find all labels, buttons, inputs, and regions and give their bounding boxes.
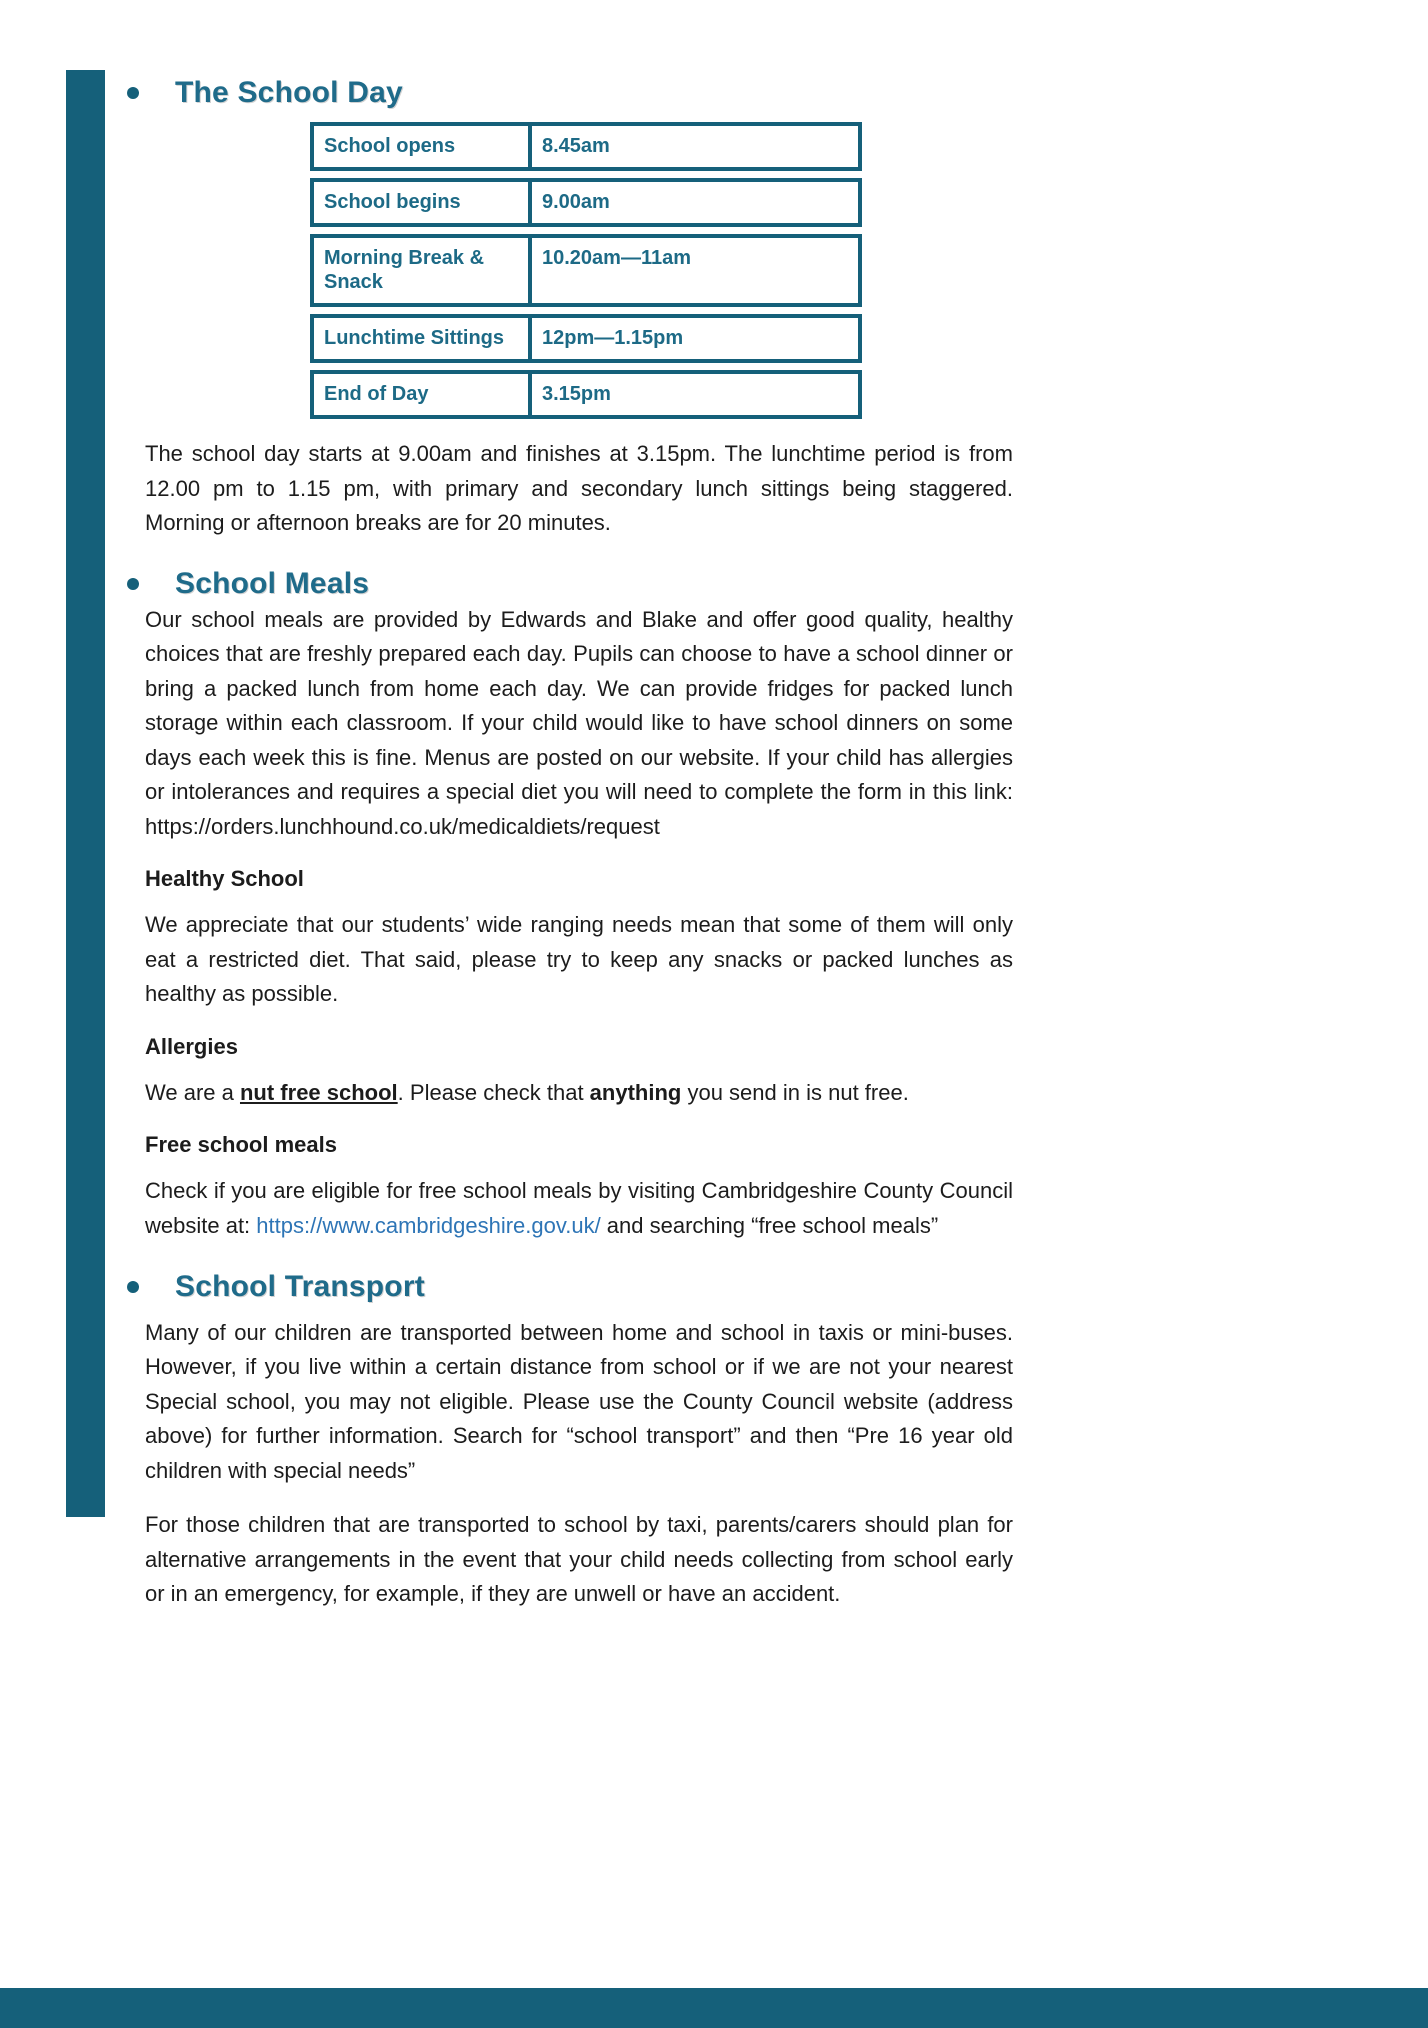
allergies-text: you send in is nut free. <box>681 1079 909 1105</box>
table-cell-value: 8.45am <box>542 135 610 157</box>
subhead-healthy-school: Healthy School <box>145 866 304 892</box>
allergies-text: We are a <box>145 1079 240 1105</box>
section-heading-school-meals: School Meals <box>175 566 370 600</box>
school-transport-paragraph-1: Many of our children are transported between home and school in taxis or mini-buses. However, if you live within a certain distance from school or if we are not your nearest Special school, you may not eligible. Please use the County Council website (address above) for further information. Search for “school transport” and then “Pre 16 year old children with special needs” <box>145 1319 1013 1483</box>
subhead-allergies: Allergies <box>145 1033 238 1059</box>
table-cell-label: Morning Break & Snack <box>314 238 532 303</box>
school-transport-paragraph-2: For those children that are transported to school by taxi, parents/carers should plan for alternative arrangements in the event that your child needs collecting from school early or in an emergency, for example, if they are unwell or have an accident. <box>145 1512 1013 1607</box>
anything-emphasis: anything <box>589 1079 682 1105</box>
left-accent-bar <box>66 70 105 1517</box>
nut-free-school-emphasis: nut free school <box>239 1079 398 1105</box>
bullet-icon <box>127 87 139 99</box>
section-heading-school-day: The School Day <box>175 76 403 109</box>
section-heading-school-transport: School Transport <box>175 1269 425 1303</box>
section-school-meals-heading-row <box>127 567 1013 601</box>
table-row <box>310 234 862 307</box>
section-school-transport-heading-row <box>127 1270 1013 1304</box>
table-row <box>310 370 862 419</box>
table-cell-label: School begins <box>314 182 532 223</box>
free-school-meals-text: Check if you are eligible for free school meals by visiting Cambridgeshire County Council website at: <box>145 1178 1013 1238</box>
school-meals-paragraph <box>145 603 1013 845</box>
table-row <box>310 314 862 363</box>
allergies-text: . Please check that <box>397 1079 590 1105</box>
subhead-free-school-meals: Free school meals <box>145 1132 337 1158</box>
table-cell-value: 12pm—1.15pm <box>542 327 684 349</box>
section-school-day-heading-row <box>127 76 1013 110</box>
school-meals-text: Our school meals are provided by Edwards and Blake and offer good quality, healthy choices that are freshly prepared each day. Pupils can choose to have a school dinner or bring a packed lunch from home each day. We can provide fridges for packed lunch storage within each classroom. If your child would like to have school dinners on some days each week this is fine. Menus are posted on our website. If your child has allergies or intolerances and requires a special diet you will need to complete the form in this link: <box>145 606 1013 805</box>
table-row <box>310 122 862 171</box>
free-school-meals-paragraph <box>145 1174 1013 1243</box>
free-school-meals-text: and searching “free school meals” <box>600 1212 939 1238</box>
allergies-paragraph <box>145 1076 1013 1111</box>
table-cell-value: 9.00am <box>542 191 610 213</box>
healthy-school-paragraph: We appreciate that our students’ wide ranging needs mean that some of them will only eat a restricted diet. That said, please try to keep any snacks or packed lunches as healthy as possible. <box>145 912 1013 1007</box>
school-day-table <box>310 122 862 419</box>
table-cell-value: 3.15pm <box>542 383 611 405</box>
lunchhound-link[interactable]: https://orders.lunchhound.co.uk/medicaldiets/request <box>145 813 660 839</box>
table-cell-value: 10.20am—11am <box>542 247 692 269</box>
school-day-paragraph: The school day starts at 9.00am and finishes at 3.15pm. The lunchtime period is from 12.00 pm to 1.15 pm, with primary and secondary lunch sittings being staggered. Morning or afternoon breaks are for 20 minutes. <box>145 441 1013 536</box>
bullet-icon <box>127 1281 139 1293</box>
bottom-accent-bar <box>0 1988 1428 2028</box>
page-content <box>145 76 1013 1632</box>
table-cell-label: Lunchtime Sittings <box>314 318 532 359</box>
bullet-icon <box>127 578 139 590</box>
cambridgeshire-link[interactable]: https://www.cambridgeshire.gov.uk/ <box>256 1212 601 1238</box>
table-row <box>310 178 862 227</box>
table-cell-label: End of Day <box>314 374 532 415</box>
table-cell-label: School opens <box>314 126 532 167</box>
